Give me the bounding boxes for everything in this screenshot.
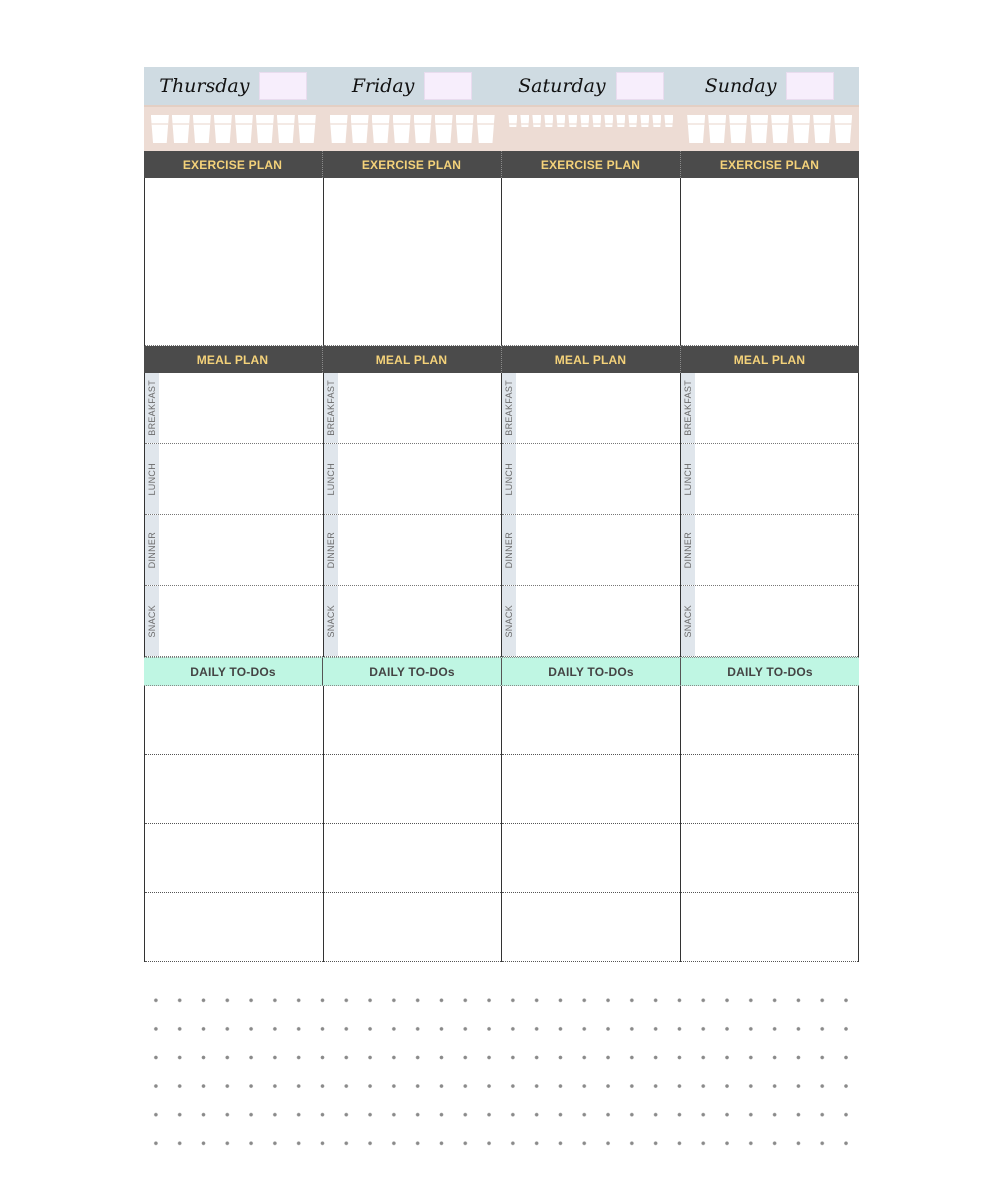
meal-row-dinner[interactable]	[502, 515, 680, 586]
daily-todos-header	[144, 657, 859, 686]
water-glass-icon[interactable]	[616, 115, 625, 127]
water-glass-icon[interactable]	[771, 115, 789, 143]
meal-tag	[324, 586, 338, 656]
meal-row-breakfast[interactable]	[145, 373, 323, 444]
exercise-plan-label: EXERCISE PLAN	[680, 151, 859, 178]
water-glass-icon[interactable]	[193, 115, 211, 143]
meal-label: BREAKFAST	[504, 380, 514, 436]
water-glass-icon[interactable]	[532, 115, 541, 127]
meal-tag	[145, 373, 159, 443]
water-glass-icon[interactable]	[372, 115, 390, 143]
meal-label: BREAKFAST	[147, 380, 157, 436]
todo-line[interactable]	[145, 755, 323, 824]
water-tracker-thursday	[144, 107, 323, 151]
todo-line[interactable]	[145, 686, 323, 755]
meal-label: DINNER	[147, 531, 157, 569]
meal-label: SNACK	[147, 604, 157, 638]
meal-tag	[681, 373, 695, 443]
meal-plan-label: MEAL PLAN	[144, 346, 322, 373]
water-glass-icon[interactable]	[414, 115, 432, 143]
exercise-plan-header	[144, 151, 859, 178]
todo-line[interactable]	[145, 824, 323, 893]
meal-tag	[502, 515, 516, 585]
meal-label: SNACK	[682, 604, 693, 638]
water-glass-icon[interactable]	[256, 115, 274, 143]
meal-row-snack[interactable]	[145, 586, 323, 657]
water-glass-icon[interactable]	[172, 115, 190, 143]
exercise-plan-grid	[144, 178, 859, 346]
water-glass-icon[interactable]	[640, 115, 649, 127]
date-box[interactable]	[786, 72, 834, 100]
exercise-plan-box[interactable]	[145, 178, 324, 346]
meal-tag	[681, 444, 695, 514]
meal-row-snack[interactable]	[681, 586, 859, 657]
todo-column	[324, 686, 503, 962]
water-glass-icon[interactable]	[456, 115, 474, 143]
exercise-plan-box[interactable]	[324, 178, 503, 346]
daily-todos-label: DAILY TO-DOs	[322, 658, 501, 685]
water-glass-icon[interactable]	[477, 115, 495, 143]
todo-column	[681, 686, 860, 962]
meal-row-dinner[interactable]	[145, 515, 323, 586]
meal-tag	[145, 515, 159, 585]
meal-plan-column	[681, 373, 860, 657]
todo-line[interactable]	[502, 893, 680, 962]
meal-plan-column	[145, 373, 324, 657]
water-glass-icon[interactable]	[151, 115, 169, 143]
meal-plan-label: MEAL PLAN	[501, 346, 680, 373]
day-name: Saturday	[518, 75, 606, 97]
meal-tag	[145, 586, 159, 656]
water-glass-icon[interactable]	[508, 115, 517, 127]
todo-line[interactable]	[324, 893, 502, 962]
meal-tag	[145, 444, 159, 514]
exercise-plan-box[interactable]	[681, 178, 860, 346]
water-glass-icon[interactable]	[544, 115, 553, 127]
todo-line[interactable]	[681, 893, 859, 962]
water-glass-icon[interactable]	[592, 115, 601, 127]
todo-line[interactable]	[502, 686, 680, 755]
exercise-plan-label: EXERCISE PLAN	[144, 151, 322, 178]
meal-tag	[502, 444, 516, 514]
todo-line[interactable]	[324, 755, 502, 824]
water-glass-icon[interactable]	[214, 115, 232, 143]
water-glass-icon[interactable]	[708, 115, 726, 143]
water-glass-icon[interactable]	[298, 115, 316, 143]
water-glass-icon[interactable]	[750, 115, 768, 143]
meal-tag	[502, 586, 516, 656]
daily-todos-label: DAILY TO-DOs	[190, 664, 276, 679]
meal-row-snack[interactable]	[502, 586, 680, 657]
day-header-friday	[323, 67, 502, 105]
meal-plan-header	[144, 346, 859, 373]
meal-label: DINNER	[682, 531, 693, 569]
date-box[interactable]	[616, 72, 664, 100]
daily-todos-label: DAILY TO-DOs	[501, 658, 680, 685]
meal-tag	[324, 373, 338, 443]
todo-line[interactable]	[681, 755, 859, 824]
meal-plan-grid	[144, 373, 859, 657]
water-glass-icon[interactable]	[393, 115, 411, 143]
water-glass-icon[interactable]	[813, 115, 831, 143]
date-box[interactable]	[424, 72, 472, 100]
meal-row-dinner[interactable]	[324, 515, 502, 586]
day-name: Sunday	[704, 75, 777, 97]
meal-plan-column	[502, 373, 681, 657]
water-glass-icon[interactable]	[277, 115, 295, 143]
day-header-thursday	[144, 67, 323, 105]
todo-line[interactable]	[502, 755, 680, 824]
todo-line[interactable]	[324, 824, 502, 893]
meal-tag	[681, 515, 695, 585]
water-glass-icon[interactable]	[556, 115, 565, 127]
day-header-saturday	[502, 67, 681, 105]
daily-todos-grid	[144, 686, 859, 962]
meal-tag	[324, 444, 338, 514]
water-glass-icon[interactable]	[568, 115, 577, 127]
daily-todos-label: DAILY TO-DOs	[680, 658, 859, 685]
meal-tag	[324, 515, 338, 585]
water-tracker-friday	[323, 107, 502, 151]
exercise-plan-box[interactable]	[502, 178, 681, 346]
water-glass-icon[interactable]	[652, 115, 661, 127]
water-glass-icon[interactable]	[330, 115, 348, 143]
water-glass-icon[interactable]	[729, 115, 747, 143]
weekly-planner	[144, 67, 859, 962]
water-tracker-row	[144, 105, 859, 151]
meal-row-lunch[interactable]	[502, 444, 680, 515]
todo-line[interactable]	[681, 824, 859, 893]
todo-column	[502, 686, 681, 962]
meal-plan-column	[324, 373, 503, 657]
todo-line[interactable]	[324, 686, 502, 755]
water-glass-icon[interactable]	[520, 115, 529, 127]
day-header-sunday	[680, 67, 859, 105]
water-glass-icon[interactable]	[664, 115, 673, 127]
meal-row-breakfast[interactable]	[324, 373, 502, 444]
water-glass-icon[interactable]	[435, 115, 453, 143]
water-glass-icon[interactable]	[580, 115, 589, 127]
meal-row-snack[interactable]	[324, 586, 502, 657]
meal-tag	[681, 586, 695, 656]
exercise-plan-label: EXERCISE PLAN	[322, 151, 501, 178]
meal-plan-label: MEAL PLAN	[680, 346, 859, 373]
exercise-plan-label: EXERCISE PLAN	[501, 151, 680, 178]
date-box[interactable]	[259, 72, 307, 100]
day-name: Friday	[351, 75, 415, 97]
water-glass-icon[interactable]	[604, 115, 613, 127]
meal-label: DINNER	[325, 531, 336, 569]
meal-row-dinner[interactable]	[681, 515, 859, 586]
meal-label: BREAKFAST	[325, 380, 336, 436]
meal-row-breakfast[interactable]	[681, 373, 859, 444]
day-header-row	[144, 67, 859, 105]
meal-label: SNACK	[504, 604, 514, 638]
todo-line[interactable]	[145, 893, 323, 962]
water-glass-icon[interactable]	[628, 115, 637, 127]
water-glass-icon[interactable]	[351, 115, 369, 143]
todo-column	[145, 686, 324, 962]
water-glass-icon[interactable]	[235, 115, 253, 143]
water-glass-icon[interactable]	[834, 115, 852, 143]
meal-tag	[502, 373, 516, 443]
todo-line[interactable]	[502, 824, 680, 893]
meal-label: LUNCH	[325, 462, 336, 496]
water-glass-icon[interactable]	[792, 115, 810, 143]
meal-row-breakfast[interactable]	[502, 373, 680, 444]
meal-label: BREAKFAST	[682, 380, 693, 436]
day-name: Thursday	[159, 75, 250, 97]
dot-grid-notes-area[interactable]	[144, 986, 864, 1162]
water-tracker-saturday	[502, 107, 681, 151]
meal-label: LUNCH	[682, 462, 693, 496]
meal-label: LUNCH	[147, 462, 157, 496]
meal-label: DINNER	[504, 531, 514, 569]
meal-row-lunch[interactable]	[145, 444, 323, 515]
meal-row-lunch[interactable]	[681, 444, 859, 515]
water-glass-icon[interactable]	[687, 115, 705, 143]
meal-label: SNACK	[325, 604, 336, 638]
meal-plan-label: MEAL PLAN	[322, 346, 501, 373]
todo-line[interactable]	[681, 686, 859, 755]
water-tracker-sunday	[680, 107, 859, 151]
meal-label: LUNCH	[504, 462, 514, 496]
meal-row-lunch[interactable]	[324, 444, 502, 515]
